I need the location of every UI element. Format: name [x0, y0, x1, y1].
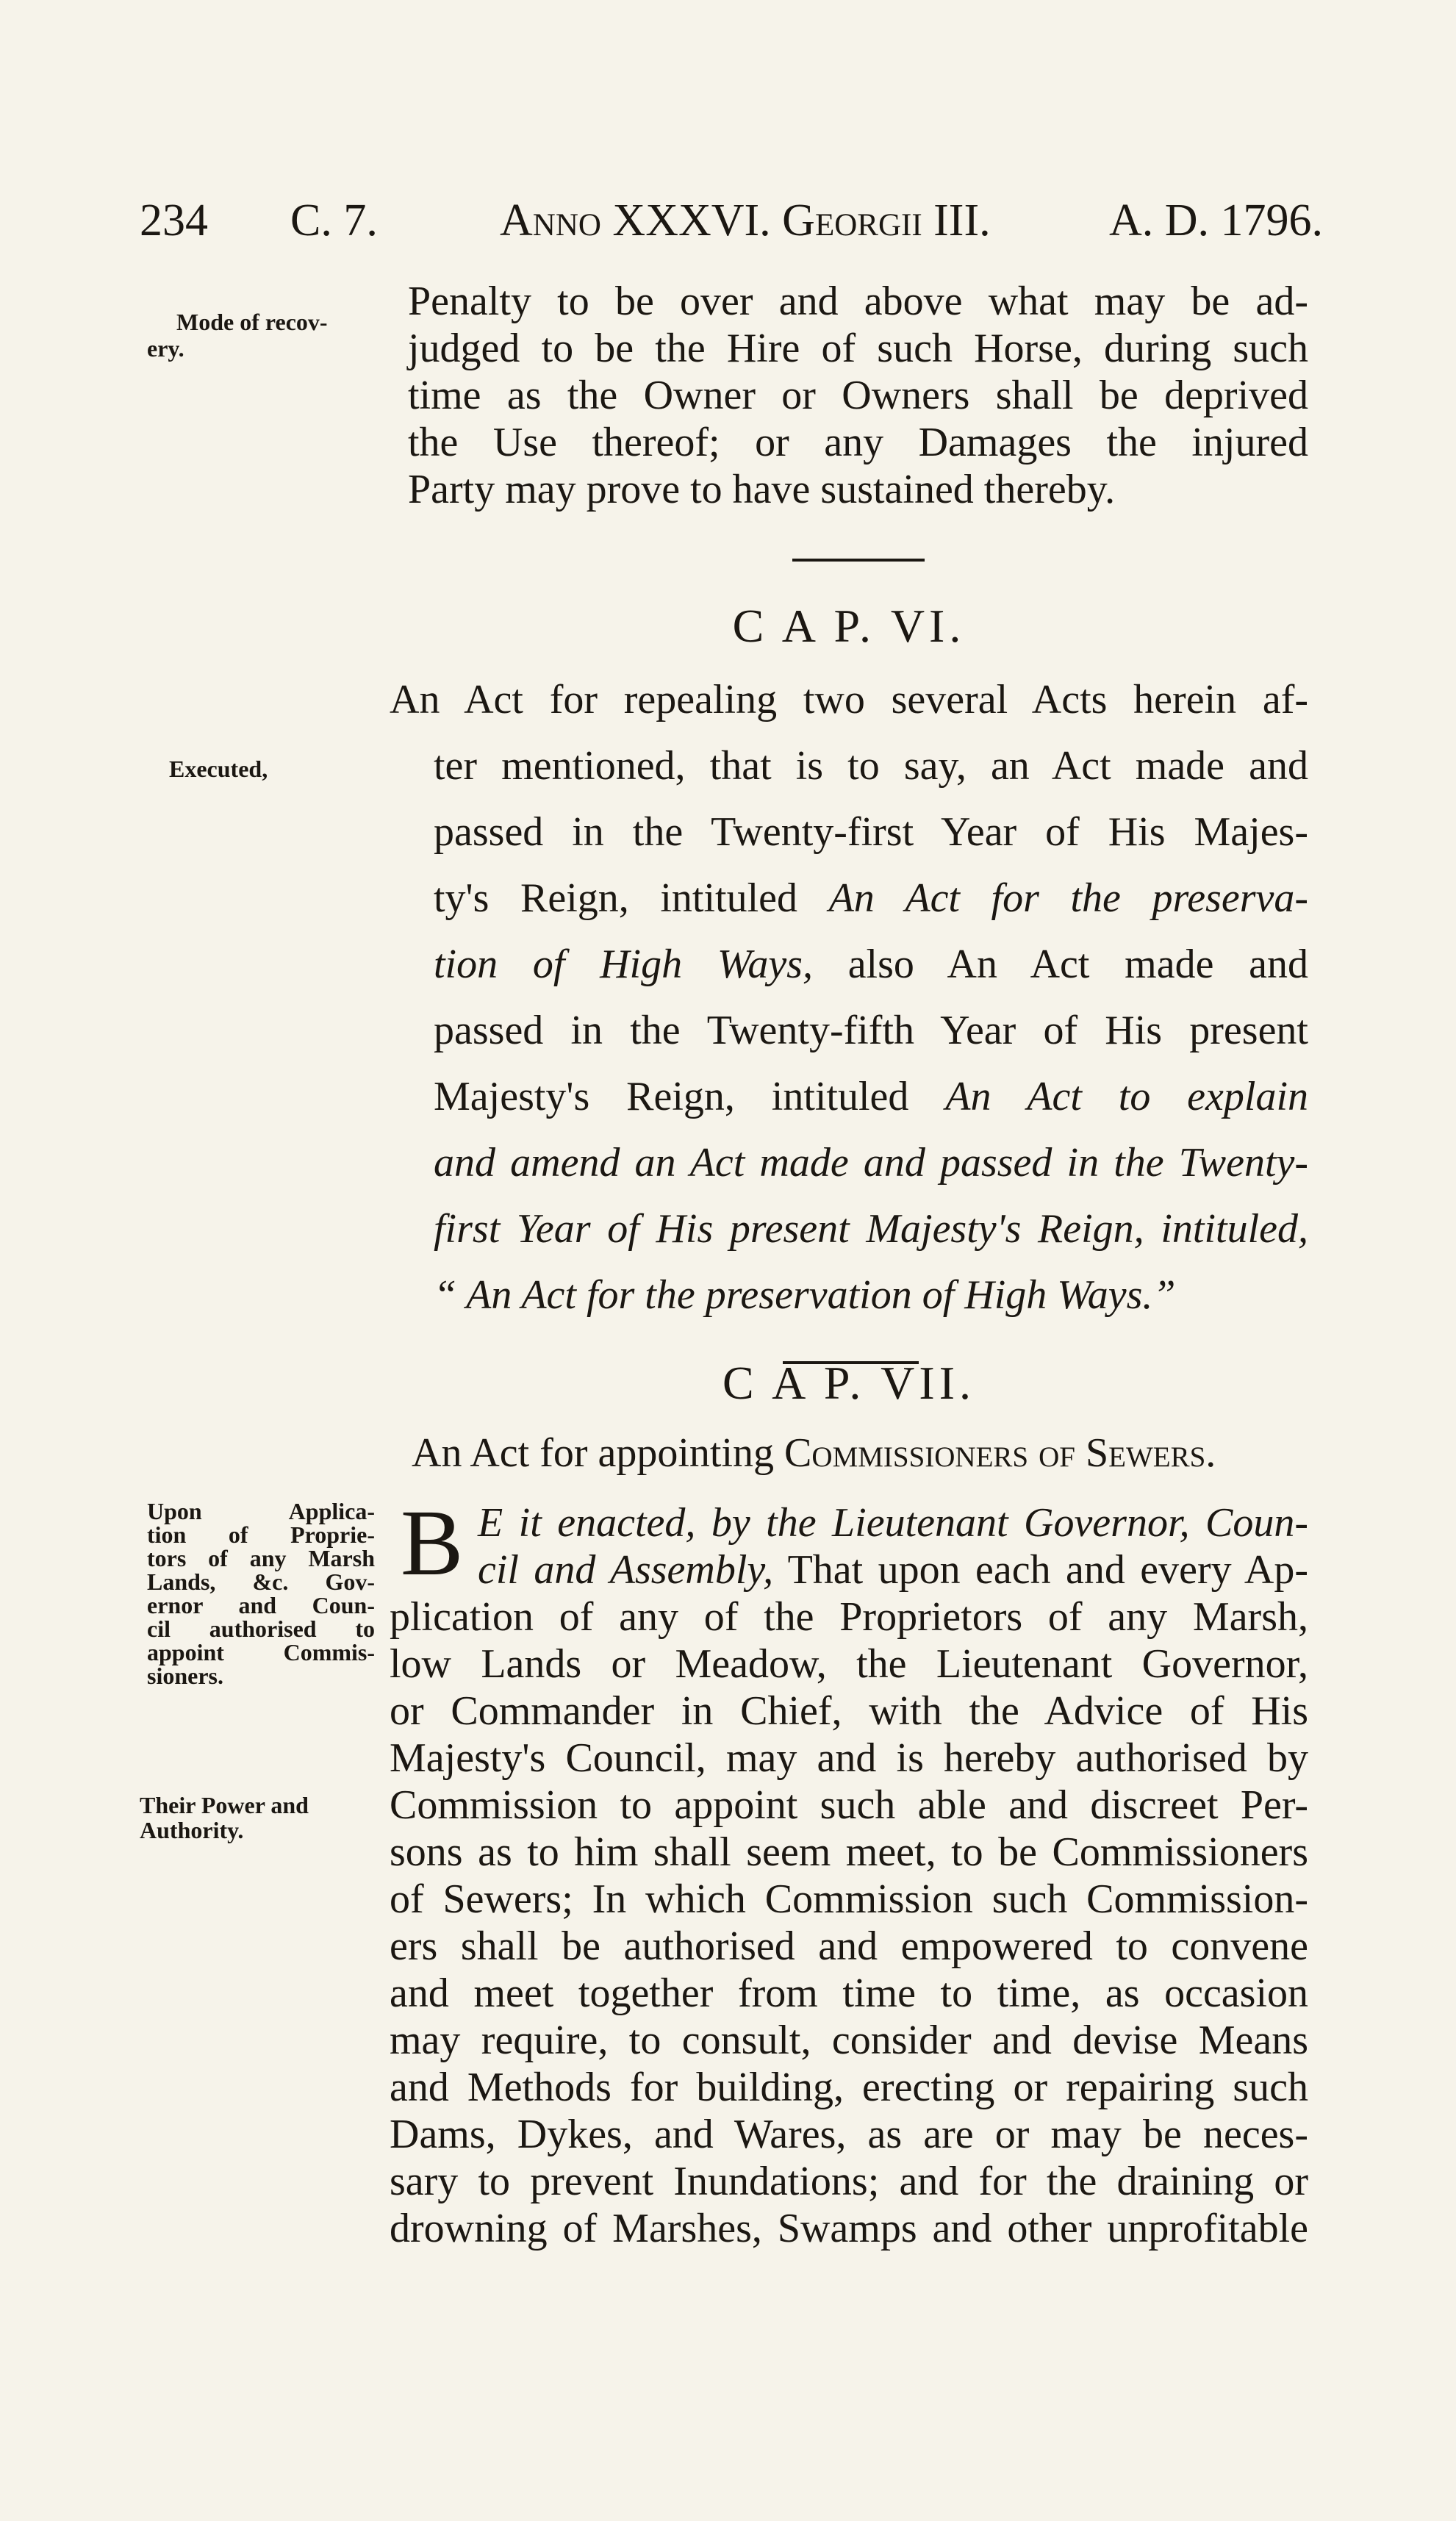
margin-note-mode-of-recovery-line-2: ery.: [147, 335, 184, 362]
cap-7-line-9: of Sewers; In which Commission such Commission-: [390, 1876, 1308, 1922]
cap-7-heading: C A P. VII.: [722, 1357, 976, 1409]
page-number: 234: [140, 196, 208, 245]
intro-line-3: time as the Owner or Owners shall be deprived: [408, 373, 1308, 418]
cap-6-line-5-text: also An Act made and: [847, 942, 1309, 987]
cap-6-line-2: ter mentioned, that is to say, an Act made and: [434, 743, 1308, 789]
cap-7-line-6: Majesty's Council, may and is hereby authorised by: [390, 1735, 1308, 1781]
cap-7-line-8: sons as to him shall seem meet, to be Commissioners: [390, 1829, 1308, 1875]
cap-7-line-1: E it enacted, by the Lieutenant Governor, Coun-: [478, 1500, 1308, 1546]
running-header: [140, 187, 1323, 254]
margin-note-application-line-3: tors of any Marsh: [147, 1545, 375, 1571]
cap-7-line-5: or Commander in Chief, with the Advice of His: [390, 1688, 1308, 1734]
cap-6-act-title-6: “ An Act for the preservation of High Ways.”: [434, 1272, 1176, 1318]
cap-6-line-4-text: ty's Reign, intituled: [434, 875, 798, 921]
cap-6-act-title-1: An Act for the preserva-: [828, 875, 1308, 921]
intro-line-2: judged to be the Hire of such Horse, during such: [408, 326, 1308, 371]
cap-7-line-12: may require, to consult, consider and devise Means: [390, 2018, 1308, 2063]
cap-7-line-2: [478, 1546, 1308, 1593]
cap-6-line-7-text: Majesty's Reign, intituled: [434, 1074, 909, 1119]
margin-note-application-line-1: Upon Applica-: [147, 1498, 375, 1524]
cap-6-line-10: [434, 1272, 1308, 1319]
cap-7-line-2-text: That upon each and every Ap-: [787, 1547, 1308, 1593]
cap-7-line-4: low Lands or Meadow, the Lieutenant Governor,: [390, 1641, 1308, 1687]
cap-6-line-6: passed in the Twenty-fifth Year of His present: [434, 1008, 1308, 1053]
margin-note-application-line-8: sioners.: [147, 1663, 223, 1689]
margin-note-application-line-5: ernor and Coun-: [147, 1592, 375, 1618]
cap-7-title-prefix: An Act for appointing: [412, 1430, 775, 1476]
cap-7-line-16: drowning of Marshes, Swamps and other unprofitable: [390, 2206, 1308, 2251]
intro-line-1: Penalty to be over and above what may be ad-: [408, 279, 1308, 324]
regnal-year: Anno XXXVI. Georgii III.: [500, 196, 991, 245]
cap-6-act-title-3: An Act to explain: [945, 1074, 1309, 1119]
cap-6-line-3: passed in the Twenty-first Year of His Majes-: [434, 809, 1308, 855]
intro-line-4: the Use thereof; or any Damages the injured: [408, 420, 1308, 465]
cap-6-line-4: [434, 875, 1308, 922]
cap-6-line-7: [434, 1073, 1308, 1120]
margin-note-application-line-6: cil authorised to: [147, 1615, 375, 1642]
cap-6-line-8: [434, 1139, 1308, 1186]
section-divider-1: [792, 559, 925, 562]
drop-cap: B: [401, 1491, 464, 1595]
calendar-year: A. D. 1796.: [1108, 196, 1323, 245]
cap-7-line-11: and meet together from time to time, as occasion: [390, 1970, 1308, 2016]
margin-note-application-line-4: Lands, &c. Gov-: [147, 1568, 375, 1595]
cap-6-line-5: [434, 941, 1308, 988]
cap-6-act-title-5: first Year of His present Majesty's Reign, intituled,: [434, 1206, 1308, 1252]
margin-note-application-line-2: tion of Proprie-: [147, 1521, 375, 1548]
intro-line-5: Party may prove to have sustained thereby.: [408, 467, 1116, 512]
cap-7-line-15: sary to prevent Inundations; and for the draining or: [390, 2159, 1308, 2204]
cap-7-line-3: plication of any of the Proprietors of any Marsh,: [390, 1594, 1308, 1640]
cap-6-act-title-2: tion of High Ways,: [434, 942, 813, 987]
margin-note-executed: Executed,: [169, 756, 268, 782]
cap-7-line-10: ers shall be authorised and empowered to convene: [390, 1923, 1308, 1969]
cap-6-line-9: [434, 1205, 1308, 1252]
cap-7-line-13: and Methods for building, erecting or repairing such: [390, 2065, 1308, 2110]
cap-7-title: [412, 1430, 1216, 1477]
chapter-reference: C. 7.: [290, 196, 378, 245]
cap-7-line-14: Dams, Dykes, and Wares, as are or may be neces-: [390, 2112, 1308, 2157]
cap-7-title-caps: Commissioners of Sewers.: [784, 1430, 1216, 1476]
cap-7-line-7: Commission to appoint such able and discreet Per-: [390, 1782, 1308, 1828]
margin-note-application-line-7: appoint Commis-: [147, 1639, 375, 1665]
cap-6-heading: C A P. VI.: [732, 600, 966, 652]
margin-note-mode-of-recovery-line-1: Mode of recov-: [176, 309, 328, 335]
margin-note-power-line-2: Authority.: [140, 1817, 244, 1843]
margin-note-power-line-1: Their Power and: [140, 1792, 309, 1818]
cap-6-act-title-4: and amend an Act made and passed in the Twenty-: [434, 1140, 1308, 1186]
cap-7-line-2-italic: cil and Assembly,: [478, 1547, 774, 1593]
cap-6-line-1: An Act for repealing two several Acts herein af-: [390, 677, 1308, 722]
